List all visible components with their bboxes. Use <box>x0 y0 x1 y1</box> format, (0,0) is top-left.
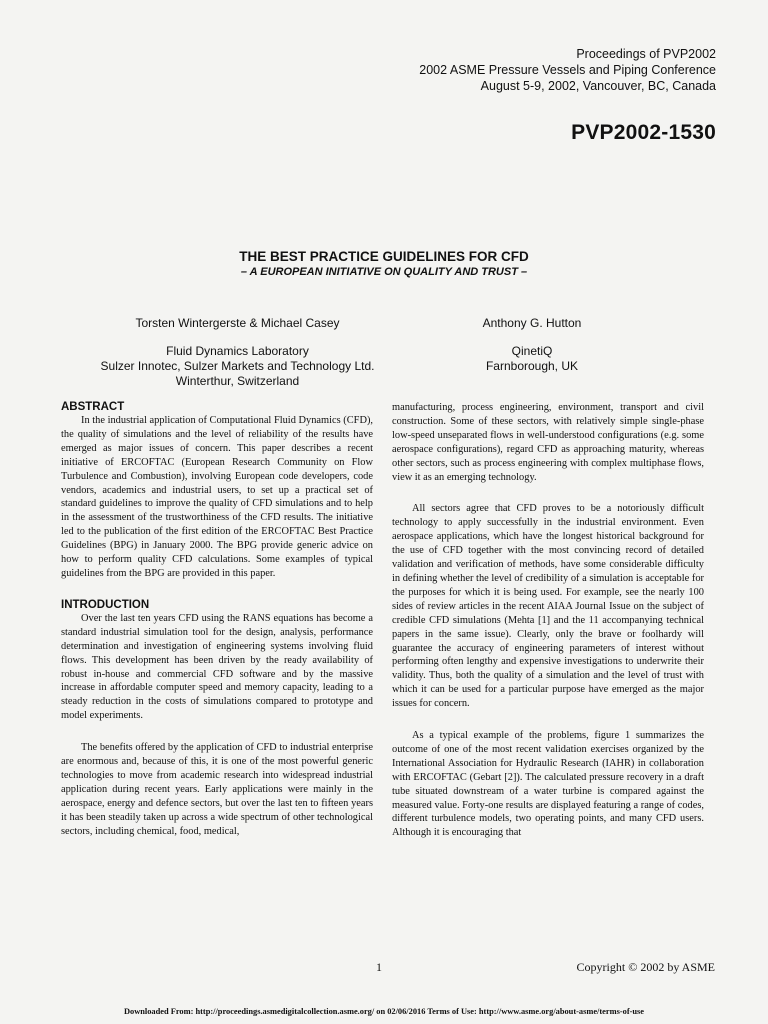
conference-date-location: August 5-9, 2002, Vancouver, BC, Canada <box>480 79 716 93</box>
proceedings-name: Proceedings of PVP2002 <box>576 47 716 61</box>
affiliation-right-line1: QinetiQ <box>511 344 553 358</box>
introduction-paragraph-2: The benefits offered by the application of CFD to industrial enterprise are enormous and, because of this, it is one of the most powerful generic technologies to move from academic research into widespread industrial application during recent years. Early applications were mainly in the aerospace, energy and defence sectors, but over the last ten to fifteen years it has been steadily taken up across a wide spectrum of other technological sectors, including chemical, food, medical, <box>61 742 373 837</box>
author-names-right: Anthony G. Hutton <box>482 316 582 330</box>
affiliation-left-line2: Sulzer Innotec, Sulzer Markets and Technology Ltd. <box>100 359 375 373</box>
abstract-text: In the industrial application of Computational Fluid Dynamics (CFD), the quality of simulations and the level of reliability of the results have emerged as major issues of concern. This paper describes a recent initiative of ERCOFTAC (European Research Community on Flow Turbulence and Combustion), involving European code developers, code vendors, academics and industrial users, to set up a practical set of standard guidelines to improve the quality of CFD simulations and to help in the assessment of the trustworthiness of the CFD results. The initiative led to the publication of the first edition of the ERCOFTAC Best Practice Guidelines (BPG) in January 2000. The BPG provide generic advice on how to perform quality CFD calculations. Some examples of typical guidelines from the BPG are provided in this paper. <box>61 415 373 579</box>
author-block-left <box>60 316 415 389</box>
copyright-notice: Copyright © 2002 by ASME <box>576 960 715 974</box>
left-column <box>61 401 373 838</box>
page-number: 1 <box>376 960 382 974</box>
introduction-heading: INTRODUCTION <box>61 598 150 611</box>
proceedings-header <box>419 46 716 94</box>
affiliation-left-line3: Winterthur, Switzerland <box>175 374 300 388</box>
author-block-right <box>412 316 652 374</box>
download-note: Downloaded From: http://proceedings.asmedigitalcollection.asme.org/ on 02/06/2016 Terms of Use: http://www.asme.org/about-asme/terms-of-use <box>123 1007 645 1016</box>
right-column <box>392 401 704 840</box>
affiliation-right-line2: Farnborough, UK <box>485 359 579 373</box>
introduction-paragraph-1: Over the last ten years CFD using the RANS equations has become a standard industrial simulation tool for the design, analysis, performance determination and investigation of engineering systems involving fluid flows. This development has been driven by the ready availability of robust in-house and commercial CFD software and by the massive increase in affordable computer speed and memory capacity, leading to a steady reduction in the costs of simulations compared to prototype and model experiments. <box>61 612 373 722</box>
paper-title: THE BEST PRACTICE GUIDELINES FOR CFD <box>239 249 529 264</box>
paper-subtitle: – A EUROPEAN INITIATIVE ON QUALITY AND TRUST – <box>240 266 528 278</box>
abstract-heading: ABSTRACT <box>61 401 125 413</box>
conference-name: 2002 ASME Pressure Vessels and Piping Conference <box>419 63 716 77</box>
title-block <box>0 248 768 279</box>
introduction-paragraph-3: All sectors agree that CFD proves to be a notoriously difficult technology to apply successfully in the industrial environment. Even aerospace applications, which have the longest historical background for the use of CFD together with the most convincing record of detailed validation and verification of methods, have some considerable difficulty in defining whether the level of credibility of a simulation is acceptable for the purposes for which it is being used. For example, see the nearly 100 sides of review articles in the recent AIAA Journal Issue on the subject of credible CFD simulations (Mehta [1] and the 11 accompanying technical papers in the same issue). Clearly, only the brave or foolhardy will guarantee the accuracy of engineering parameters of interest without performing often lengthy and expensive investigations to underwrite their validity. Thus, both the quality of a simulation and the level of trust with which it can be used for a particular purpose have emerged as the major issues for concern. <box>392 503 704 710</box>
paper-id: PVP2002-1530 <box>571 121 716 144</box>
introduction-paragraph-4: As a typical example of the problems, figure 1 summarizes the outcome of one of the most recent validation exercises organized by the International Association for Hydraulic Research (IAHR) in collaboration with ERCOFTAC (Gebart [2]). The calculated pressure recovery in a draft tube situated downstream of a water turbine is compared against the measured value. Forty-one results are displayed featuring a range of codes, different turbulence models, two operating points, and many CFD users. Although it is encouraging that <box>392 730 704 839</box>
author-names-left: Torsten Wintergerste & Michael Casey <box>135 316 340 330</box>
affiliation-left-line1: Fluid Dynamics Laboratory <box>166 344 309 358</box>
introduction-paragraph-2-continued: manufacturing, process engineering, environment, transport and civil construction. Some of these sectors, with relatively simple single-phase low-speed unseparated flows in well-understood configurations (e.g. some aerospace configurations), regard CFD as approaching maturity, whereas other sectors, such as process engineering with complex multiphase flows, view it as an emerging technology. <box>392 402 704 483</box>
